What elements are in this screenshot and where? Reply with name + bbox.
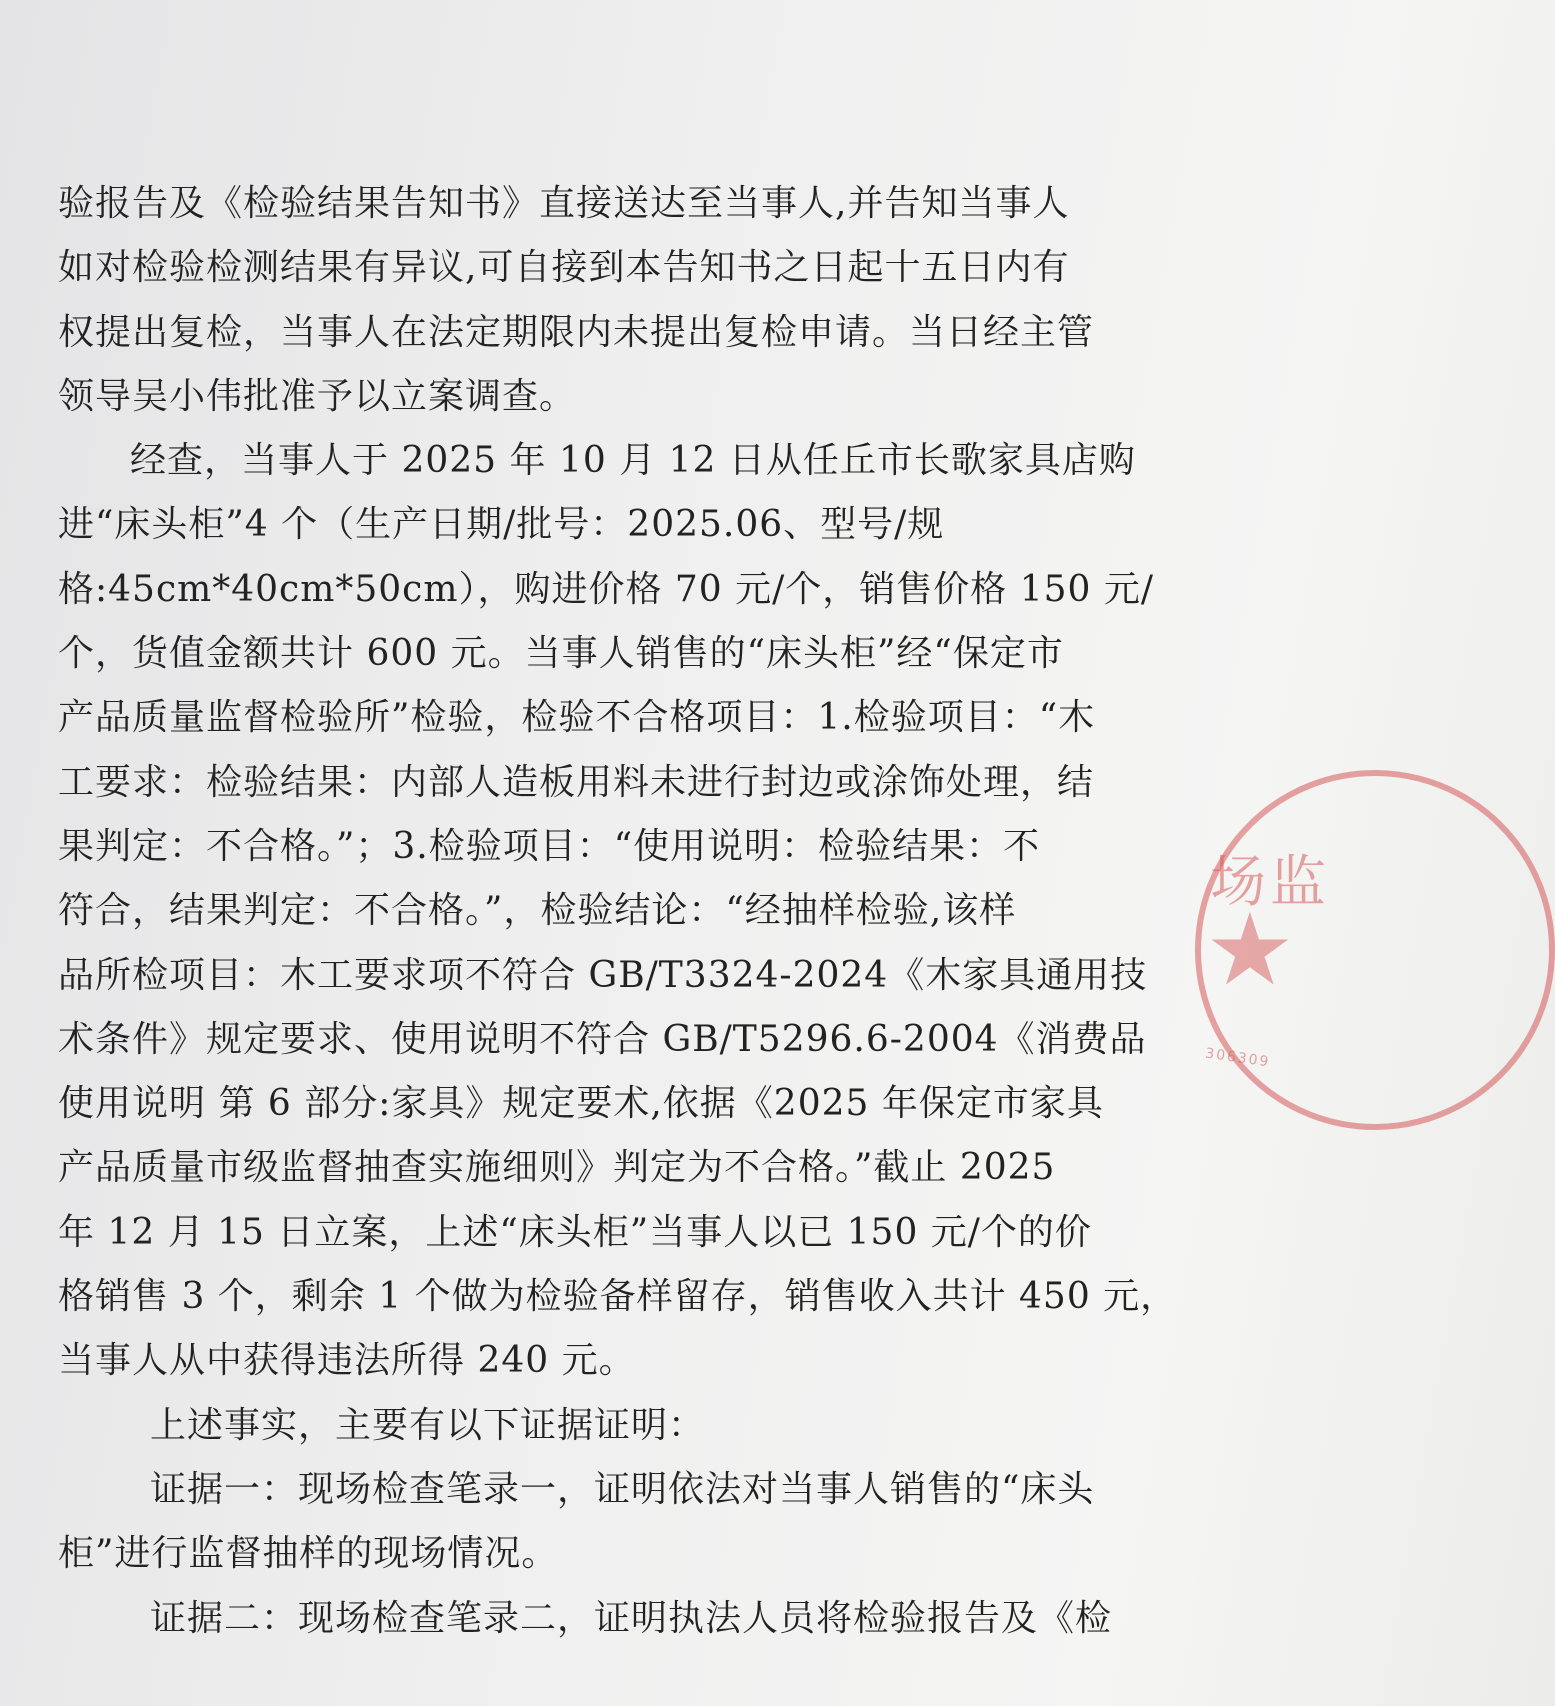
- text-line: 权提出复检，当事人在法定期限内未提出复检申请。当日经主管: [58, 311, 1095, 353]
- text-line: 个，货值金额共计 600 元。当事人销售的“床头柜”经“保定市: [58, 633, 1064, 675]
- text-line: 产品质量监督检验所”检验，检验不合格项目：1.检验项目：“木: [58, 697, 1096, 739]
- text-line: 品所检项目：木工要求项不符合 GB/T3324-2024《木家具通用技: [58, 954, 1148, 996]
- text-line: 产品质量市级监督抽查实施细则》判定为不合格。”截止 2025: [58, 1147, 1056, 1189]
- text-line: 年 12 月 15 日立案，上述“床头柜”当事人以已 150 元/个的价: [58, 1211, 1092, 1253]
- text-line: 当事人从中获得违法所得 240 元。: [58, 1340, 636, 1382]
- text-line: 符合，结果判定：不合格。”，检验结论：“经抽样检验,该样: [58, 890, 1017, 932]
- text-line: 证据二：现场检查笔录二，证明执法人员将检验报告及《检: [150, 1597, 1113, 1639]
- text-line: 经查，当事人于 2025 年 10 月 12 日从任丘市长歌家具店购: [130, 440, 1136, 482]
- text-line: 领导吴小伟批准予以立案调查。: [58, 375, 577, 417]
- seal-code: 306309: [1204, 1045, 1272, 1071]
- text-line: 证据一：现场检查笔录一，证明依法对当事人销售的“床头: [150, 1468, 1095, 1510]
- text-line: 术条件》规定要求、使用说明不符合 GB/T5296.6-2004《消费品: [58, 1018, 1147, 1060]
- text-line: 柜”进行监督抽样的现场情况。: [58, 1533, 559, 1575]
- seal-star-icon: ★: [1205, 891, 1295, 1008]
- text-line: 使用说明 第 6 部分:家具》规定要术,依据《2025 年保定市家具: [58, 1083, 1104, 1125]
- text-line: 格销售 3 个，剩余 1 个做为检验备样留存，销售收入共计 450 元，: [58, 1276, 1178, 1318]
- text-line: 进“床头柜”4 个（生产日期/批号：2025.06、型号/规: [58, 504, 945, 546]
- text-line: 格:45cm*40cm*50cm），购进价格 70 元/个，销售价格 150 元/: [58, 568, 1155, 610]
- text-line: 上述事实，主要有以下证据证明：: [150, 1404, 706, 1446]
- text-line: 验报告及《检验结果告知书》直接送达至当事人,并告知当事人: [58, 183, 1070, 224]
- seal-text: 场监: [1210, 850, 1330, 915]
- text-line: 工要求：检验结果：内部人造板用料未进行封边或涂饰处理，结: [58, 761, 1095, 803]
- text-line: 如对检验检测结果有异议,可自接到本告知书之日起十五日内有: [58, 247, 1070, 289]
- document-body: [58, 172, 1178, 1651]
- text-line: 果判定：不合格。”；3.检验项目：“使用说明：检验结果：不: [58, 825, 1041, 867]
